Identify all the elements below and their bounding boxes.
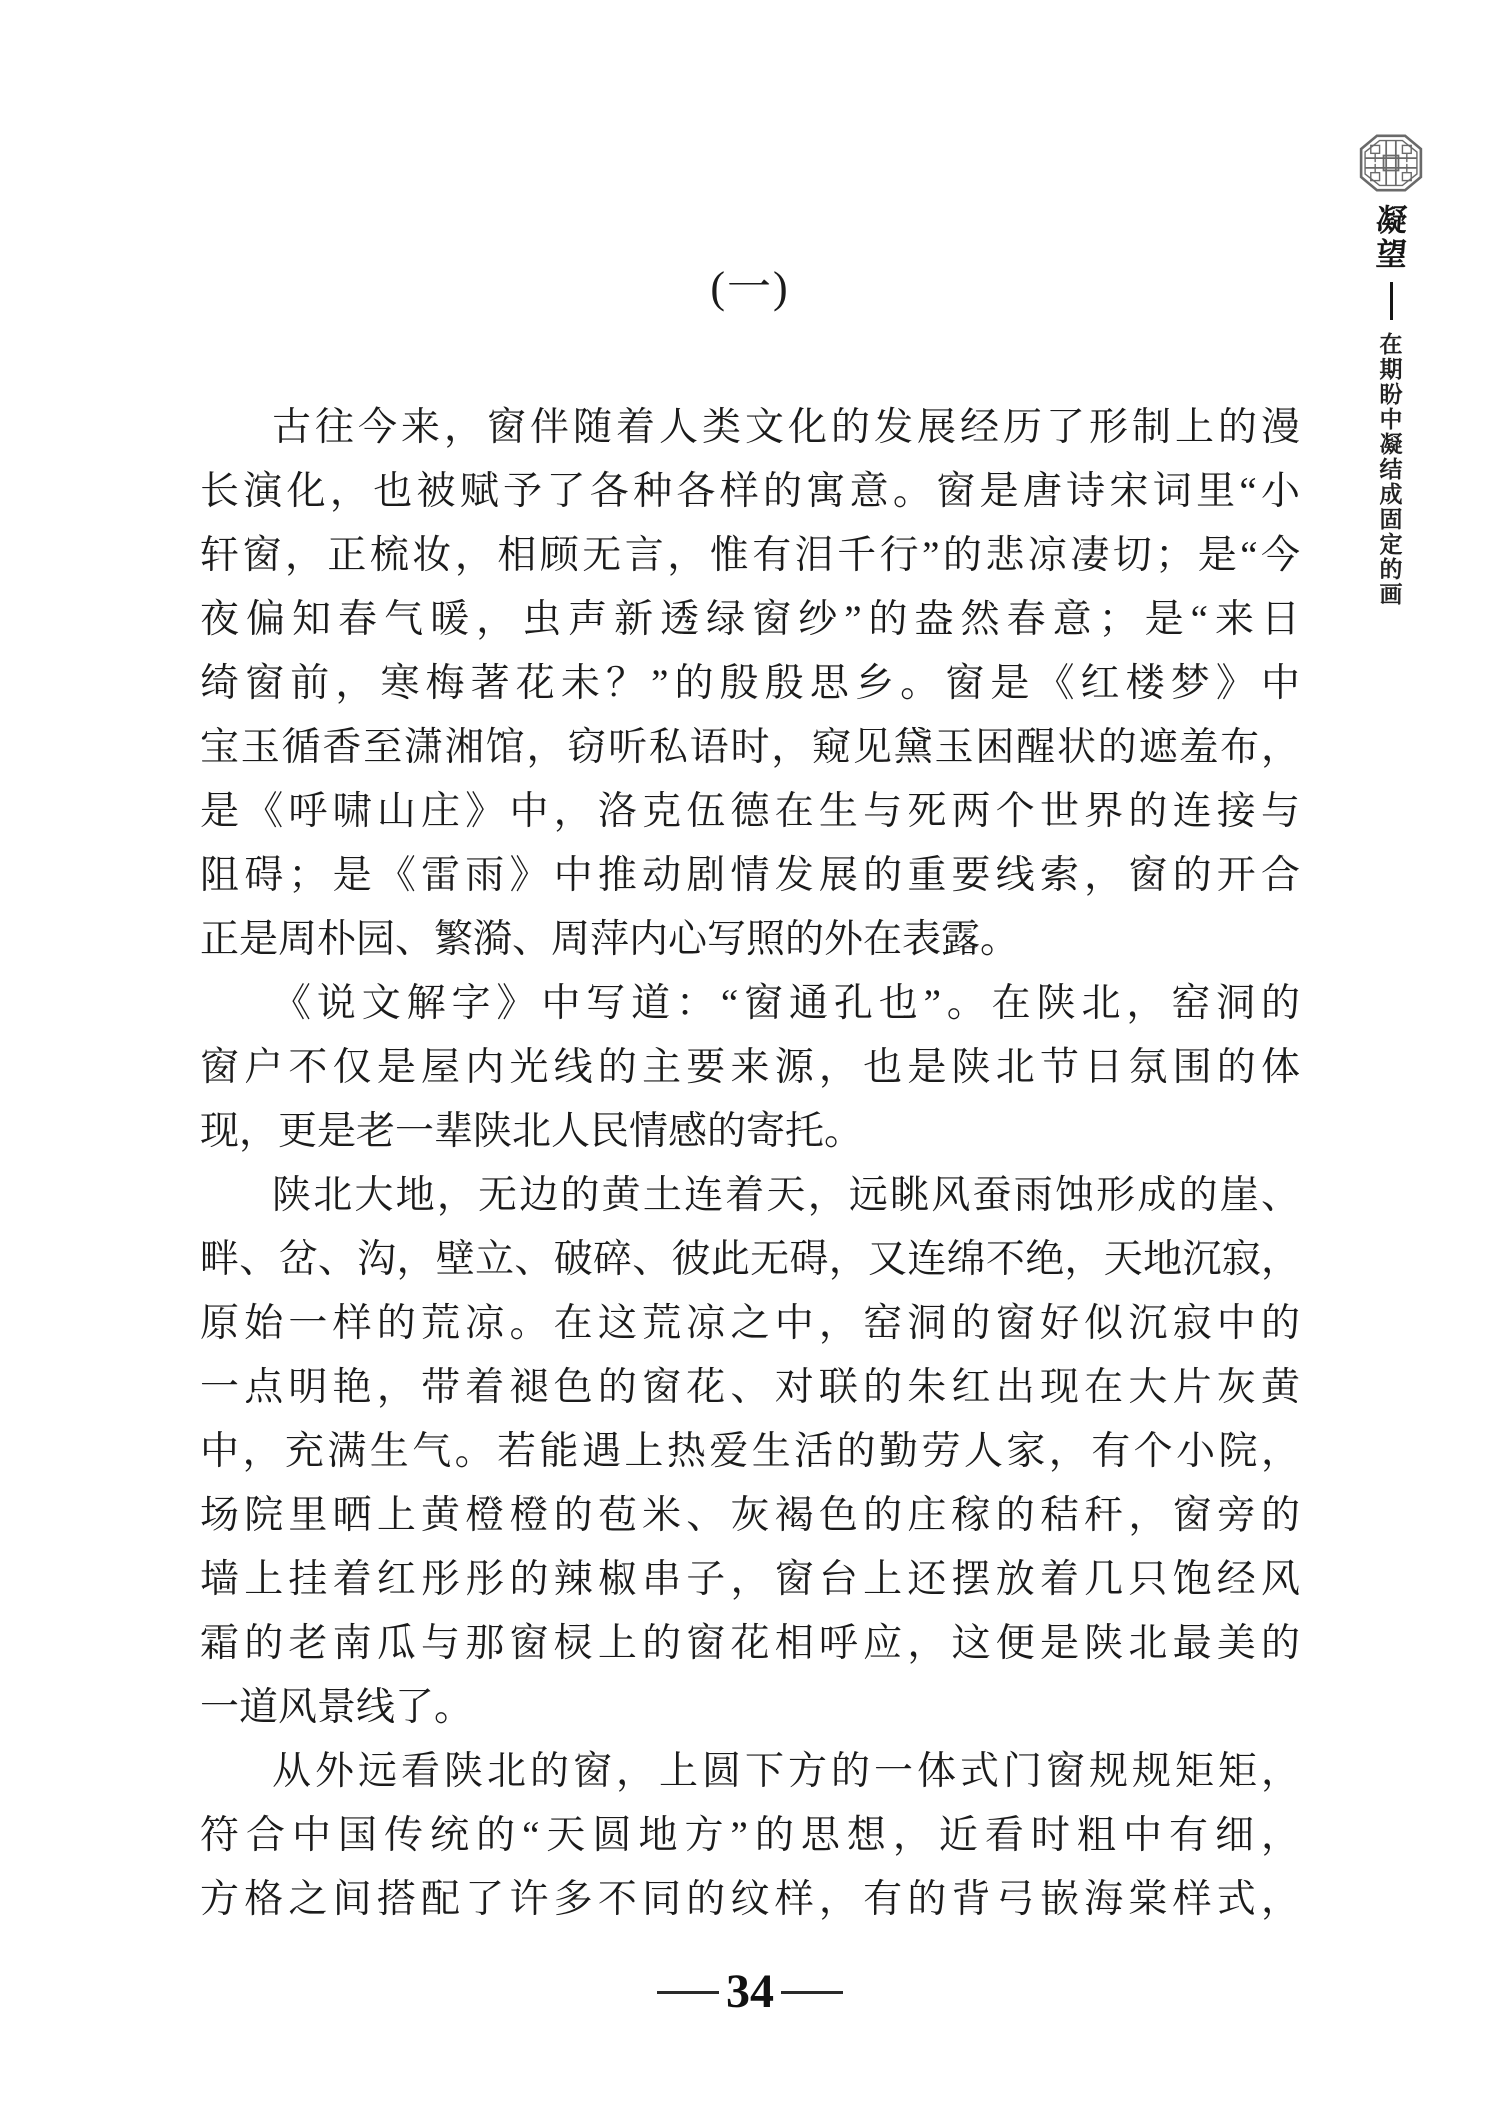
body-line: 现，更是老一辈陕北人民情感的寄托。 bbox=[200, 1110, 864, 1153]
sidebar-title bbox=[1376, 204, 1407, 272]
body-text bbox=[200, 396, 1300, 1932]
sidebar-dash-divider bbox=[1390, 282, 1393, 320]
body-line: 夜偏知春气暖，虫声新透绿窗纱”的盎然春意；是“来日 bbox=[200, 598, 1300, 641]
lattice-window-icon bbox=[1359, 134, 1423, 192]
vertical-char: 中 bbox=[1379, 407, 1403, 432]
body-line: 从外远看陕北的窗，上圆下方的一体式门窗规规矩矩， bbox=[272, 1750, 1300, 1793]
vertical-char: 在 bbox=[1379, 332, 1403, 357]
body-line: 霜的老南瓜与那窗棂上的窗花相呼应，这便是陕北最美的 bbox=[200, 1622, 1300, 1665]
body-line: 正是周朴园、繁漪、周萍内心写照的外在表露。 bbox=[200, 918, 1020, 961]
vertical-char: 盼 bbox=[1379, 382, 1403, 407]
body-line: 场院里晒上黄橙橙的苞米、灰褐色的庄稼的秸秆，窗旁的 bbox=[200, 1494, 1300, 1537]
vertical-char: 期 bbox=[1379, 357, 1403, 382]
body-line: 《说文解字》中写道：“窗通孔也”。在陕北，窑洞的 bbox=[272, 982, 1300, 1025]
sidebar-ornament bbox=[1352, 134, 1430, 607]
vertical-char: 的 bbox=[1379, 557, 1403, 582]
body-line: 一道风景线了。 bbox=[200, 1686, 474, 1729]
body-line: 符合中国传统的“天圆地方”的思想，近看时粗中有细， bbox=[200, 1814, 1300, 1857]
body-line: 是《呼啸山庄》中，洛克伍德在生与死两个世界的连接与 bbox=[200, 790, 1300, 833]
vertical-char: 结 bbox=[1379, 457, 1403, 482]
vertical-char: 定 bbox=[1379, 532, 1403, 557]
page-number: 34 bbox=[726, 1965, 774, 2018]
vertical-char: 凝 bbox=[1379, 432, 1403, 457]
body-line: 长演化，也被赋予了各种各样的寓意。窗是唐诗宋词里“小 bbox=[200, 470, 1300, 513]
vertical-char: 固 bbox=[1379, 507, 1403, 532]
vertical-char: 凝 bbox=[1374, 203, 1408, 238]
footer bbox=[200, 1966, 1300, 2018]
body-line: 古往今来，窗伴随着人类文化的发展经历了形制上的漫 bbox=[272, 406, 1300, 449]
body-line: 一点明艳，带着褪色的窗花、对联的朱红出现在大片灰黄 bbox=[200, 1366, 1300, 1409]
body-line: 方格之间搭配了许多不同的纹样，有的背弓嵌海棠样式， bbox=[200, 1878, 1300, 1921]
sidebar-subtitle bbox=[1380, 332, 1403, 607]
body-line: 畔、岔、沟，壁立、破碎、彼此无碍，又连绵不绝，天地沉寂， bbox=[200, 1238, 1300, 1281]
footer-dash-right bbox=[781, 1991, 843, 1994]
body-line: 中，充满生气。若能遇上热爱生活的勤劳人家，有个小院， bbox=[200, 1430, 1300, 1473]
section-title: (一) bbox=[710, 263, 790, 312]
body-line: 陕北大地，无边的黄土连着天，远眺风蚕雨蚀形成的崖、 bbox=[272, 1174, 1300, 1217]
body-line: 窗户不仅是屋内光线的主要来源，也是陕北节日氛围的体 bbox=[200, 1046, 1300, 1089]
body-line: 轩窗，正梳妆，相顾无言，惟有泪千行”的悲凉凄切；是“今 bbox=[200, 534, 1300, 577]
footer-dash-left bbox=[657, 1991, 719, 1994]
vertical-char: 望 bbox=[1374, 237, 1408, 272]
body-line: 原始一样的荒凉。在这荒凉之中，窑洞的窗好似沉寂中的 bbox=[200, 1302, 1300, 1345]
body-line: 墙上挂着红彤彤的辣椒串子，窗台上还摆放着几只饱经风 bbox=[200, 1558, 1300, 1601]
body-line: 阻碍；是《雷雨》中推动剧情发展的重要线索，窗的开合 bbox=[200, 854, 1300, 897]
body-line: 宝玉循香至潇湘馆，窃听私语时，窥见黛玉困醒状的遮羞布， bbox=[200, 726, 1300, 769]
body-line: 绮窗前，寒梅著花未？”的殷殷思乡。窗是《红楼梦》中 bbox=[200, 662, 1300, 705]
vertical-char: 画 bbox=[1379, 582, 1403, 607]
vertical-char: 成 bbox=[1379, 482, 1403, 507]
